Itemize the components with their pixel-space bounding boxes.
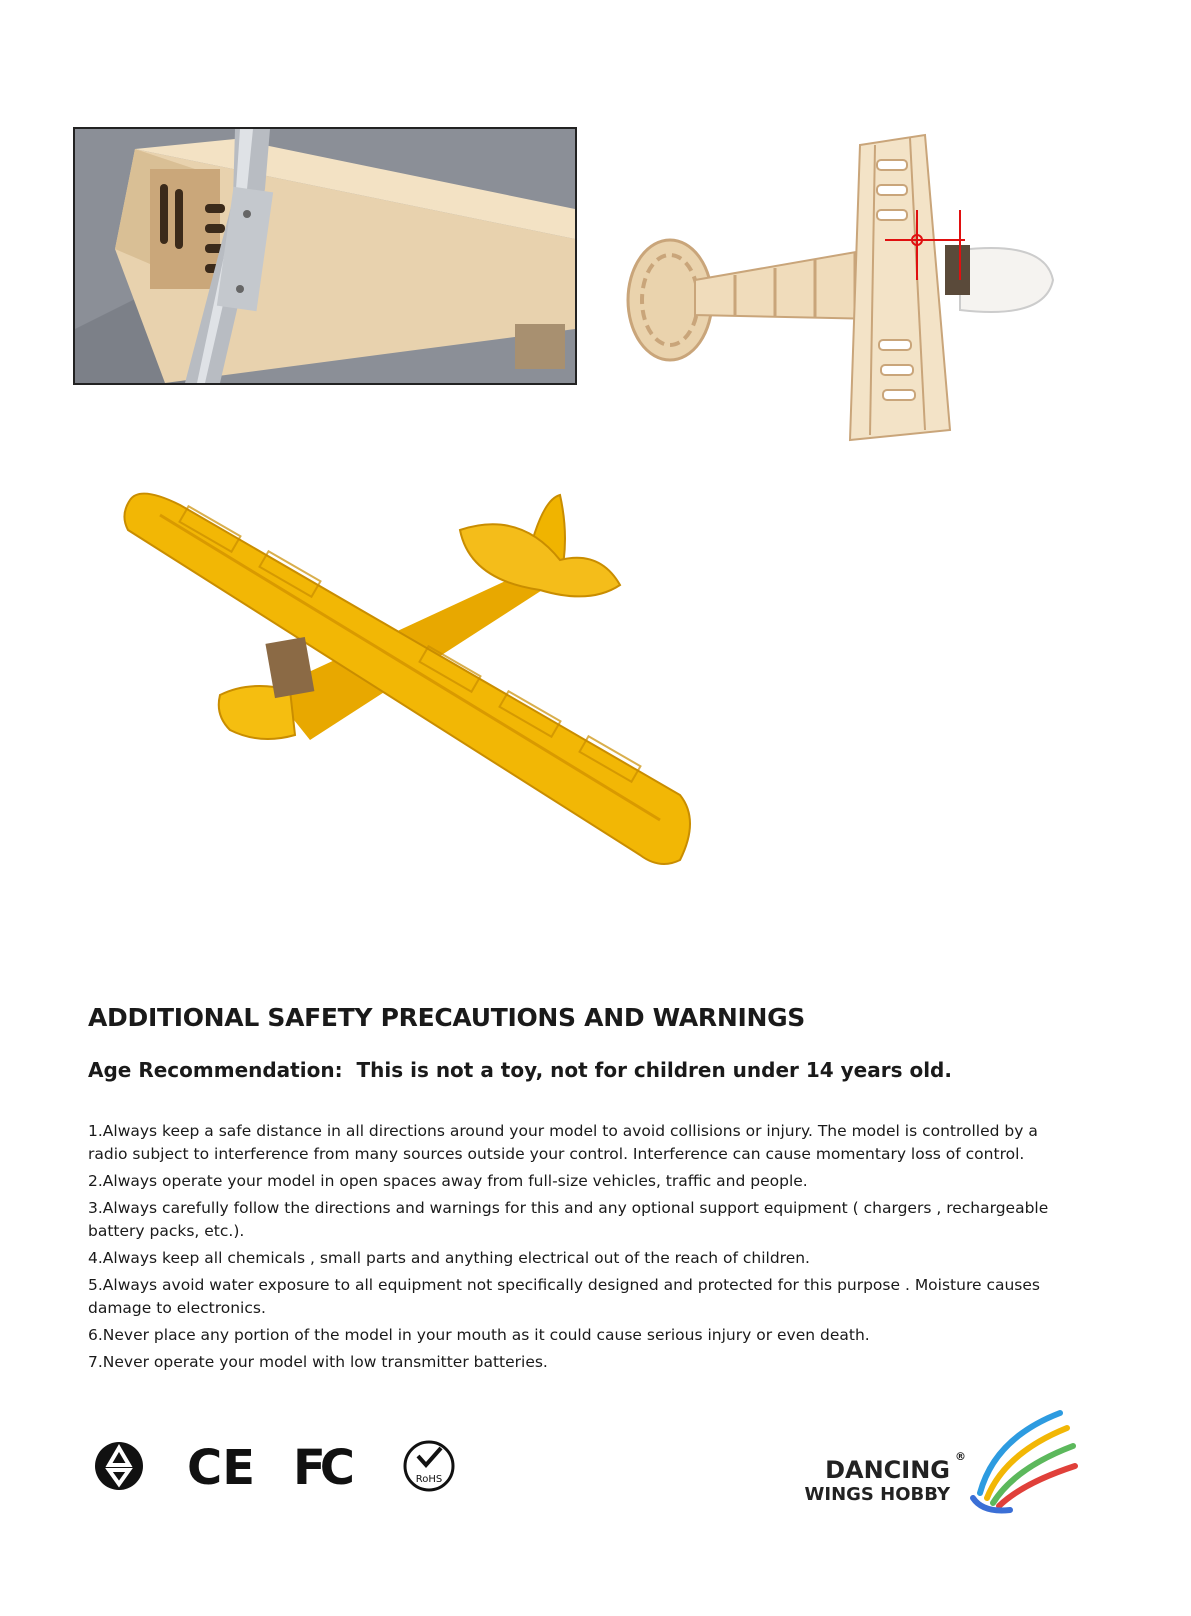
certification-icons: [95, 1438, 475, 1494]
brand-logo: [805, 1398, 1095, 1518]
rohs-label: RoHS: [415, 1474, 443, 1485]
balsa-frame-photo: [625, 130, 1095, 460]
age-recommendation: Age Recommendation: This is not a toy, not for children under 14 years old.: [88, 1058, 952, 1082]
brand-name-line2: WINGS HOBBY: [805, 1484, 950, 1505]
balsa-frame-illustration: [625, 130, 1095, 460]
recycle-icon: [95, 1442, 143, 1490]
warning-item: 7.Never operate your model with low transmitter batteries.: [88, 1353, 548, 1371]
fuselage-closeup-photo: [73, 127, 577, 385]
ce-mark-icon: CE: [187, 1440, 256, 1494]
certification-marks: [95, 1438, 475, 1494]
warning-item: 4.Always keep all chemicals , small parts and anything electrical out of the reach of children.: [88, 1249, 810, 1267]
rohs-icon: [405, 1442, 453, 1490]
fuselage-closeup-illustration: [75, 129, 575, 383]
brand-logo-graphic: [805, 1398, 1095, 1518]
registered-mark: ®: [955, 1450, 966, 1463]
page-title: ADDITIONAL SAFETY PRECAUTIONS AND WARNINGS: [88, 1003, 806, 1032]
warning-item: 6.Never place any portion of the model in your mouth as it could cause serious injury or even death.: [88, 1326, 870, 1344]
covered-airplane-photo: [120, 490, 710, 890]
warning-item: 1.Always keep a safe distance in all directions around your model to avoid collisions or injury. The model is controlled by a radio subject to interference from many sources outside your control. Interference can cause momentary loss of control.: [88, 1122, 1038, 1163]
brand-name-line1: DANCING: [825, 1456, 950, 1484]
fcc-mark-icon: FC: [293, 1440, 350, 1494]
wings-swoosh-icon: [973, 1413, 1075, 1511]
warnings-list: [88, 1120, 1063, 1378]
warning-item: 5.Always avoid water exposure to all equipment not specifically designed and protected for this purpose . Moisture causes damage to electronics.: [88, 1276, 1040, 1317]
covered-airplane-illustration: [120, 490, 710, 890]
warning-item: 3.Always carefully follow the directions and warnings for this and any optional support equipment ( chargers , rechargeable battery packs, etc.).: [88, 1199, 1049, 1240]
warning-item: 2.Always operate your model in open spaces away from full-size vehicles, traffic and people.: [88, 1172, 808, 1190]
